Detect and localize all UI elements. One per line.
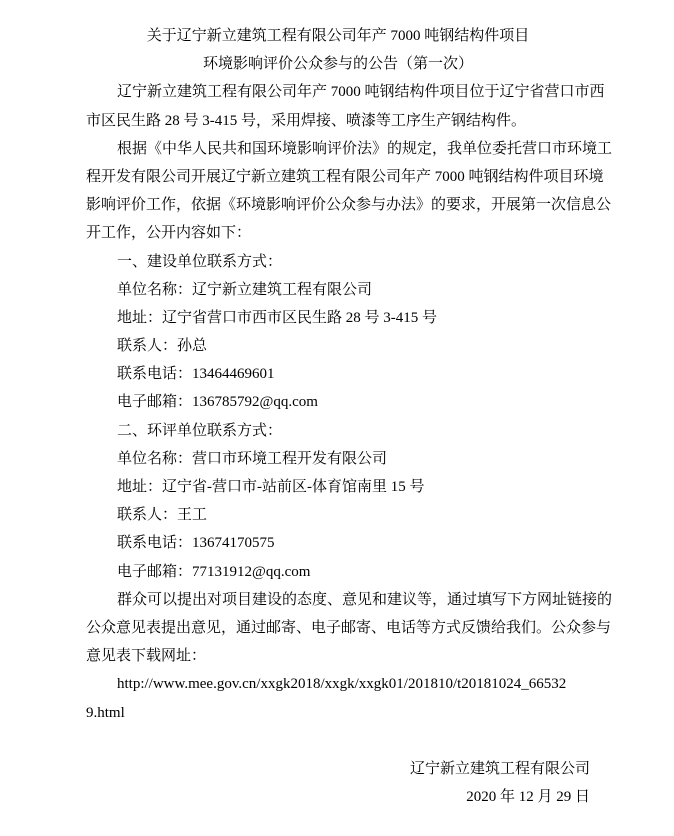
intro-paragraph-line: 辽宁新立建筑工程有限公司年产 7000 吨钢结构件项目位于辽宁省营口市西 <box>117 84 605 101</box>
signature-date: 2020 年 12 月 29 日 <box>466 789 590 806</box>
eia-unit-name: 单位名称：营口市环境工程开发有限公司 <box>117 450 388 467</box>
construction-unit-email: 电子邮箱：136785792@qq.com <box>117 394 318 411</box>
form-download-url-line: http://www.mee.gov.cn/xxgk2018/xxgk/xxgk01/201810/t20181024_66532 <box>117 676 567 693</box>
intro-paragraph-line: 市区民生路 28 号 3-415 号，采用焊接、喷漆等工序生产钢结构件。 <box>86 112 526 129</box>
eia-unit-contact-person: 联系人：王工 <box>117 507 208 524</box>
feedback-paragraph-line: 公众意见表提出意见，通过邮寄、电子邮寄、电话等方式反馈给我们。公众参与 <box>86 619 612 636</box>
form-download-url-line: 9.html <box>86 704 125 721</box>
basis-paragraph-line: 影响评价工作，依据《环境影响评价公众参与办法》的要求，开展第一次信息公 <box>86 197 612 214</box>
blank-line <box>86 727 590 755</box>
eia-unit-heading: 二、环评单位联系方式： <box>117 422 283 439</box>
basis-paragraph-line: 根据《中华人民共和国环境影响评价法》的规定，我单位委托营口市环境工 <box>117 140 613 157</box>
basis-paragraph-line: 程开发有限公司开展辽宁新立建筑工程有限公司年产 7000 吨钢结构件项目环境 <box>86 168 604 185</box>
construction-unit-contact-person: 联系人：孙总 <box>117 338 208 355</box>
document-title-line-1: 关于辽宁新立建筑工程有限公司年产 7000 吨钢结构件项目 <box>146 28 530 44</box>
construction-unit-name: 单位名称：辽宁新立建筑工程有限公司 <box>117 281 373 298</box>
construction-unit-phone: 联系电话：13464469601 <box>117 366 275 383</box>
feedback-paragraph-line: 意见表下载网址： <box>86 648 207 665</box>
basis-paragraph-line: 开工作，公开内容如下： <box>86 225 252 242</box>
eia-unit-phone: 联系电话：13674170575 <box>117 535 275 552</box>
signature-company: 辽宁新立建筑工程有限公司 <box>409 760 590 777</box>
construction-unit-heading: 一、建设单位联系方式： <box>117 253 283 270</box>
feedback-paragraph-line: 群众可以提出对项目建设的态度、意见和建议等，通过填写下方网址链接的 <box>117 591 613 608</box>
construction-unit-address: 地址：辽宁省营口市西市区民生路 28 号 3-415 号 <box>117 309 437 326</box>
eia-unit-address: 地址：辽宁省-营口市-站前区-体育馆南里 15 号 <box>117 479 425 495</box>
document-title-line-2: 环境影响评价公众参与的公告（第一次） <box>202 56 473 73</box>
eia-unit-email: 电子邮箱：77131912@qq.com <box>117 563 311 580</box>
